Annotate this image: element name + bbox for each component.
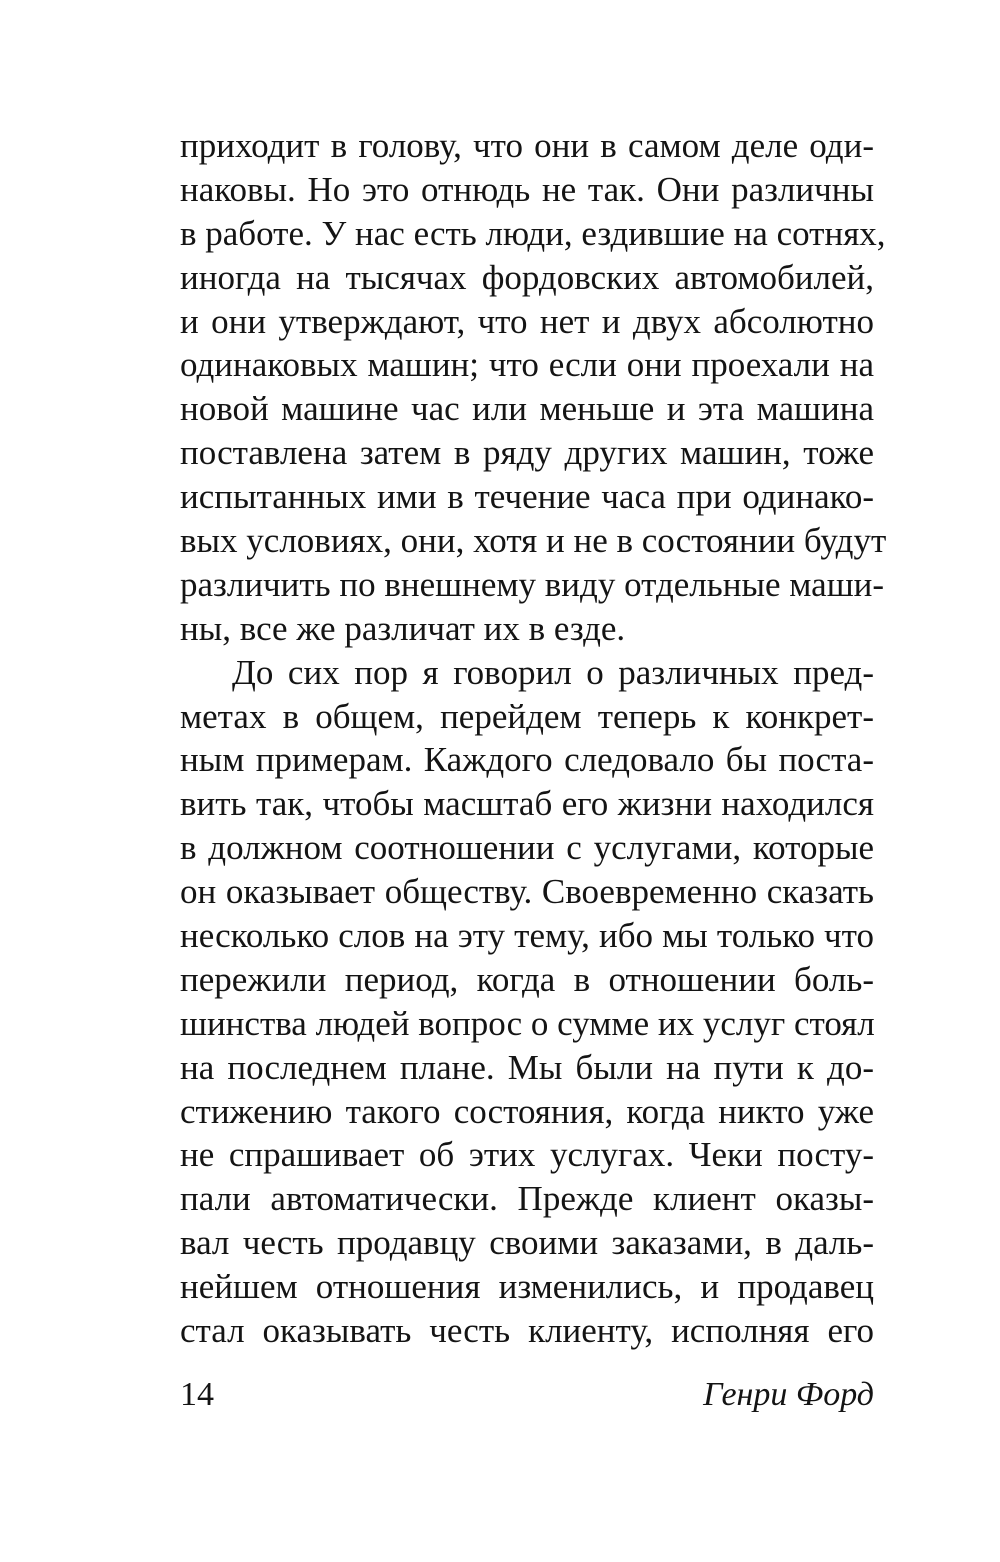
text-line: в должном соотношении с услугами, которые — [180, 828, 874, 868]
text-line: новой машине час или меньше и эта машина — [180, 389, 874, 429]
text-line: вых условиях, они, хотя и не в состоянии будут — [180, 521, 887, 561]
text-line: приходит в голову, что они в самом деле оди- — [180, 126, 874, 165]
running-title: Генри Форд — [703, 1376, 874, 1413]
text-line: на последнем плане. Мы были на пути к до- — [180, 1047, 874, 1087]
text-line: ны, все же различат их в езде. — [180, 608, 626, 648]
text-line: различить по внешнему виду отдельные маши- — [180, 564, 885, 604]
text-line: пали автоматически. Прежде клиент оказы- — [180, 1179, 874, 1219]
text-line: пережили период, когда в отношении боль- — [180, 959, 874, 999]
text-line: вал честь продавцу своими заказами, в даль- — [180, 1223, 874, 1263]
text-line: вить так, чтобы масштаб его жизни находился — [180, 784, 874, 824]
text-line: метах в общем, перейдем теперь к конкрет- — [180, 696, 874, 736]
text-line: одинаковых машин; что если они проехали на — [180, 345, 874, 385]
text-line: испытанных ими в течение часа при одинако- — [180, 477, 874, 517]
text-line: иногда на тысячах фордовских автомобилей, — [180, 257, 874, 297]
text-line: наковы. Но это отнюдь не так. Они различны — [180, 169, 874, 209]
text-line: несколько слов на эту тему, ибо мы только что — [180, 916, 874, 956]
text-line: ным примерам. Каждого следовало бы поста- — [180, 740, 874, 780]
text-line: он оказывает обществу. Своевременно сказать — [180, 872, 874, 912]
text-line: нейшем отношения изменились, и продавец — [180, 1267, 874, 1307]
text-line: стижению такого состояния, когда никто уже — [180, 1091, 874, 1131]
text-line: не спрашивает об этих услугах. Чеки посту- — [180, 1135, 874, 1175]
page-number: 14 — [180, 1376, 214, 1413]
text-line: шинства людей вопрос о сумме их услуг стоял — [180, 1003, 875, 1043]
text-line: и они утверждают, что нет и двух абсолютно — [180, 301, 874, 341]
body-text — [180, 124, 887, 1353]
text-line: в работе. У нас есть люди, ездившие на сотнях, — [180, 213, 886, 253]
text-line: поставлена затем в ряду других машин, тоже — [180, 433, 874, 473]
page-footer — [180, 1373, 874, 1417]
text-line: стал оказывать честь клиенту, исполняя его — [180, 1311, 874, 1351]
text-line: До сих пор я говорил о различных пред- — [232, 652, 874, 692]
